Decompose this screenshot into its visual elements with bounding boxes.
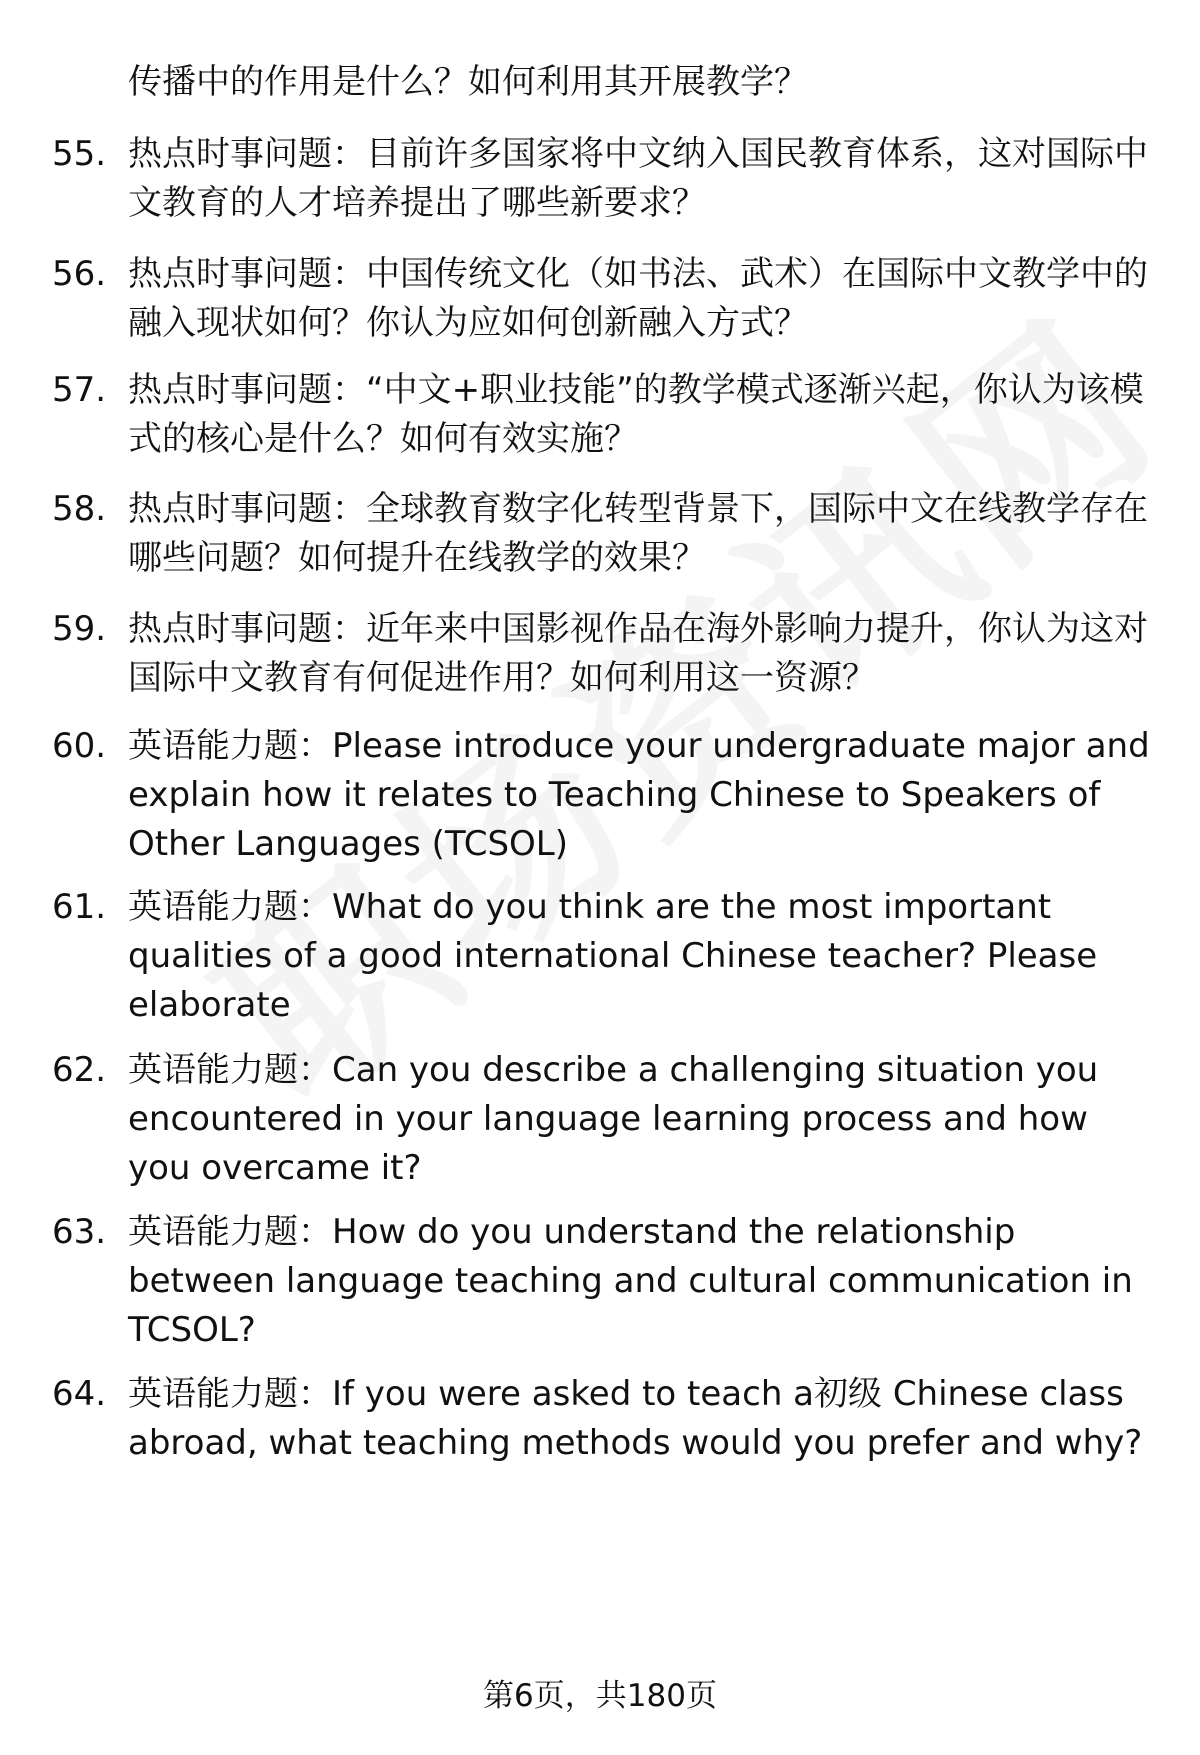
question-number: 57. <box>52 370 107 410</box>
continuation-text: 传播中的作用是什么？如何利用其开展教学？ <box>128 62 808 102</box>
question-number: 61. <box>52 887 107 927</box>
question-text: 英语能力题：Can you describe a challenging situation you encountered in your language learning process and how you overcame it? <box>128 1050 1099 1188</box>
question-text: 热点时事问题：全球教育数字化转型背景下，国际中文在线教学存在哪些问题？如何提升在线教学的效果？ <box>128 489 1148 578</box>
question-text: 热点时事问题：中国传统文化（如书法、武术）在国际中文教学中的融入现状如何？你认为应如何创新融入方式？ <box>128 254 1148 343</box>
question-number: 59. <box>52 609 107 649</box>
question-number: 56. <box>52 254 107 294</box>
question-text: 热点时事问题：“中文+职业技能”的教学模式逐渐兴起，你认为该模式的核心是什么？如何有效实施？ <box>128 370 1144 459</box>
question-number: 64. <box>52 1374 107 1414</box>
question-text: 英语能力题：What do you think are the most important qualities of a good international Chinese teacher? Please elaborate <box>128 887 1098 1025</box>
question-number: 60. <box>52 726 107 766</box>
question-number: 55. <box>52 134 107 174</box>
question-number: 58. <box>52 489 107 529</box>
question-number: 62. <box>52 1050 107 1090</box>
question-number: 63. <box>52 1212 107 1252</box>
question-text: 热点时事问题：目前许多国家将中文纳入国民教育体系，这对国际中文教育的人才培养提出了哪些新要求？ <box>128 134 1148 223</box>
question-text: 英语能力题：How do you understand the relationship between language teaching and cultural communication in TCSOL? <box>128 1212 1133 1350</box>
question-text: 英语能力题：Please introduce your undergraduate major and explain how it relates to Teaching Chinese to Speakers of Other Languages (TCSOL) <box>128 726 1150 864</box>
page-footer: 第6页，共180页 <box>483 1678 717 1714</box>
question-text: 英语能力题：If you were asked to teach a初级 Chinese class abroad, what teaching methods would you prefer and why? <box>128 1374 1143 1463</box>
question-text: 热点时事问题：近年来中国影视作品在海外影响力提升，你认为这对国际中文教育有何促进作用？如何利用这一资源？ <box>128 609 1148 698</box>
